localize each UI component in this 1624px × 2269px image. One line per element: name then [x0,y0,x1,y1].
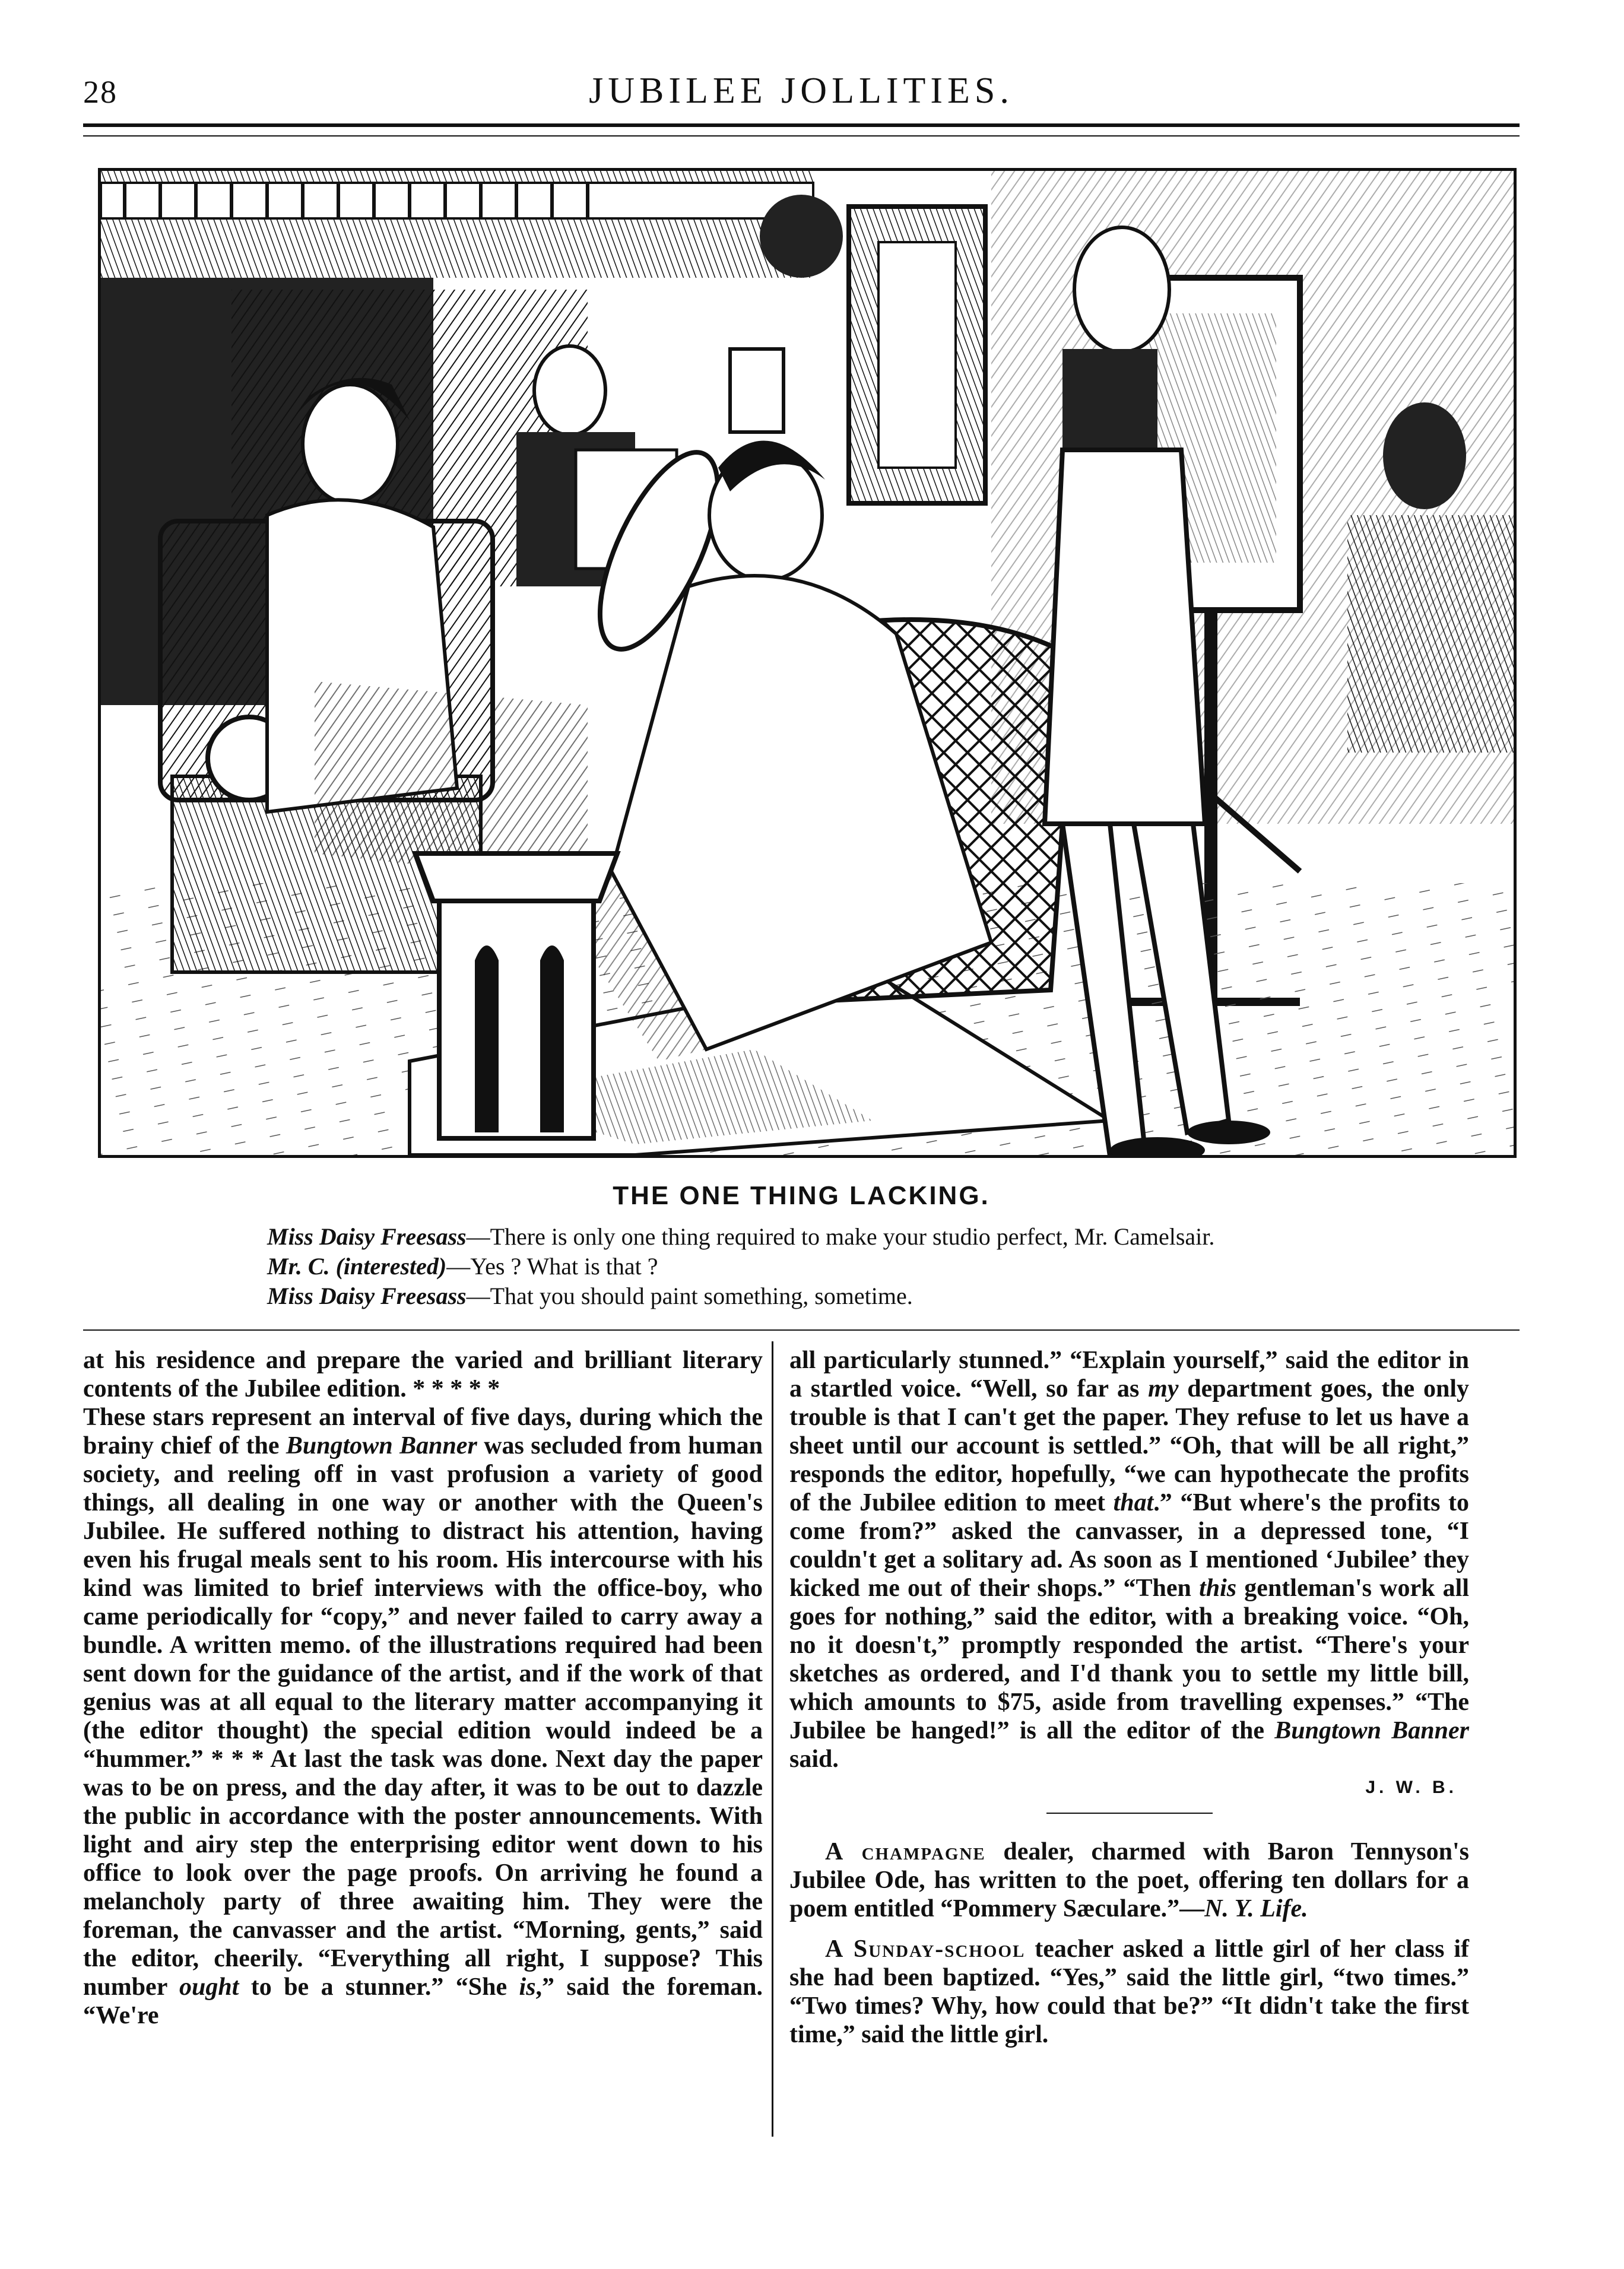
signature-row [789,1773,1469,1802]
newspaper-name: Bungtown Banner [286,1432,477,1459]
article-paragraph: at his residence and prepare the varied and brilliant literary contents of the Jubilee edition. * * * * * [83,1347,763,1402]
caption-line [267,1223,1514,1251]
illustration-drawing [101,171,1514,1155]
article-text: .” “But where's the profits to come from?” asked the canvasser, in a depressed tone, “I couldn't get a solitary ad. As soon as I mentioned ‘Jubilee’ they kicked me out of their shops.” “Then [789,1489,1469,1602]
caption-speaker: Miss Daisy Freesass [267,1283,467,1309]
anecdote-paragraph [789,1935,1469,2049]
article-text: ,” said the foreman. “We're [83,1973,763,2029]
anecdote-paragraph [789,1838,1469,1923]
anecdote-lead: A Sunday-school [825,1935,1026,1963]
emphasis: this [1199,1575,1237,1602]
caption-text: There is only one thing required to make your studio perfect, Mr. Camelsair. [490,1223,1215,1250]
caption-text: That you should paint something, sometime. [490,1283,913,1309]
page-number: 28 [83,74,118,110]
caption-speaker: Miss Daisy Freesass [267,1223,467,1250]
studio-scene-illustration [98,168,1517,1158]
emphasis: ought [179,1973,239,2001]
article-text: gentleman's work all goes for nothing,” said the editor, with a breaking voice. “Oh, no it doesn't,” promptly responded the artist. “There's your sketches as ordered, and I'd thank you to settle my little bill, which amounts to $75, aside from travelling expenses.” “The Jubilee be hanged!” is all the editor of the [789,1575,1469,1744]
caption-line [267,1282,1514,1310]
article-text: said. [789,1746,839,1773]
article-paragraph [789,1346,1469,1773]
caption-line [267,1252,1514,1281]
header-rule [83,123,1520,127]
article-paragraph [83,1403,763,2030]
header-rule-thin [83,135,1520,137]
caption-text: Yes ? What is that ? [470,1253,658,1280]
anecdote-text: teacher asked a little girl of her class if she had been baptized. “Yes,” said the little girl, “two times.” “Two times? Why, how could that be?” “It didn't take the first time,” said the little girl. [789,1935,1470,2048]
emphasis: my [1148,1375,1179,1402]
article-text: to be a stunner.” “She [239,1973,519,2001]
caption-dash: — [466,1223,490,1250]
newspaper-name: Bungtown Banner [1274,1717,1469,1744]
caption-speaker: Mr. C. (interested) [267,1253,447,1280]
page-header [83,70,1520,118]
caption-dash: — [466,1283,490,1309]
left-column [83,1346,763,2030]
emphasis: that [1113,1489,1154,1516]
caption-dash: — [446,1253,471,1280]
article-text: all particularly stunned.” “Explain yourself,” said the editor in a startled voice. “Well, so far as [789,1347,1469,1402]
emphasis: is [519,1973,536,2001]
anecdote-lead: A champagne [825,1838,986,1865]
right-column [789,1346,1469,2049]
caption-rule [83,1329,1520,1331]
section-rule [1046,1813,1213,1814]
column-divider [772,1341,773,2137]
author-signature: J. W. B. [1365,1778,1457,1797]
running-title: JUBILEE JOLLITIES. [589,71,1014,111]
article-text: was secluded from human society, and reeling off in vast profusion a variety of good things, all dealing in one way or another with the Queen's Jubilee. He suffered nothing to distract his attention, having even his frugal meals sent to his room. His intercourse with his kind was limited to brief interviews with the office-boy, who came periodically for “copy,” and never failed to carry away a bundle. A written memo. of the illustrations required had been sent down for the guidance of the artist, and if the work of that genius was at all equal to the literary matter accompanying it (the editor thought) the special edition would indeed be a “hummer.” * * * At last the task was done. Next day the paper was to be on press, and the day after, it was to be out to dazzle the public in accordance with the poster announcements. With light and airy step the enterprising editor went down to his office to look over the page proofs. On arriving he found a melancholy party of three awaiting him. They were the foreman, the canvasser and the artist. “Morning, gents,” said the editor, cheerily. “Everything all right, I suppose? This number [83,1432,763,2001]
illustration-title: THE ONE THING LACKING. [613,1181,990,1210]
article-text: These stars represent an interval of five days, during which the brainy chief of the [83,1404,763,1459]
anecdote-source: N. Y. Life. [1204,1895,1308,1922]
article-text: department goes, the only trouble is that I can't get the paper. They refuse to let us have a sheet until our account is settled.” “Oh, that will be all right,” responds the editor, hopefully, “we can hypothecate the profits of the Jubilee edition to meet [789,1375,1469,1516]
anecdote-text: dealer, charmed with Baron Tennyson's Jubilee Ode, has written to the poet, offering ten dollars for a poem entitled “Pommery Sæculare.”— [789,1838,1469,1922]
